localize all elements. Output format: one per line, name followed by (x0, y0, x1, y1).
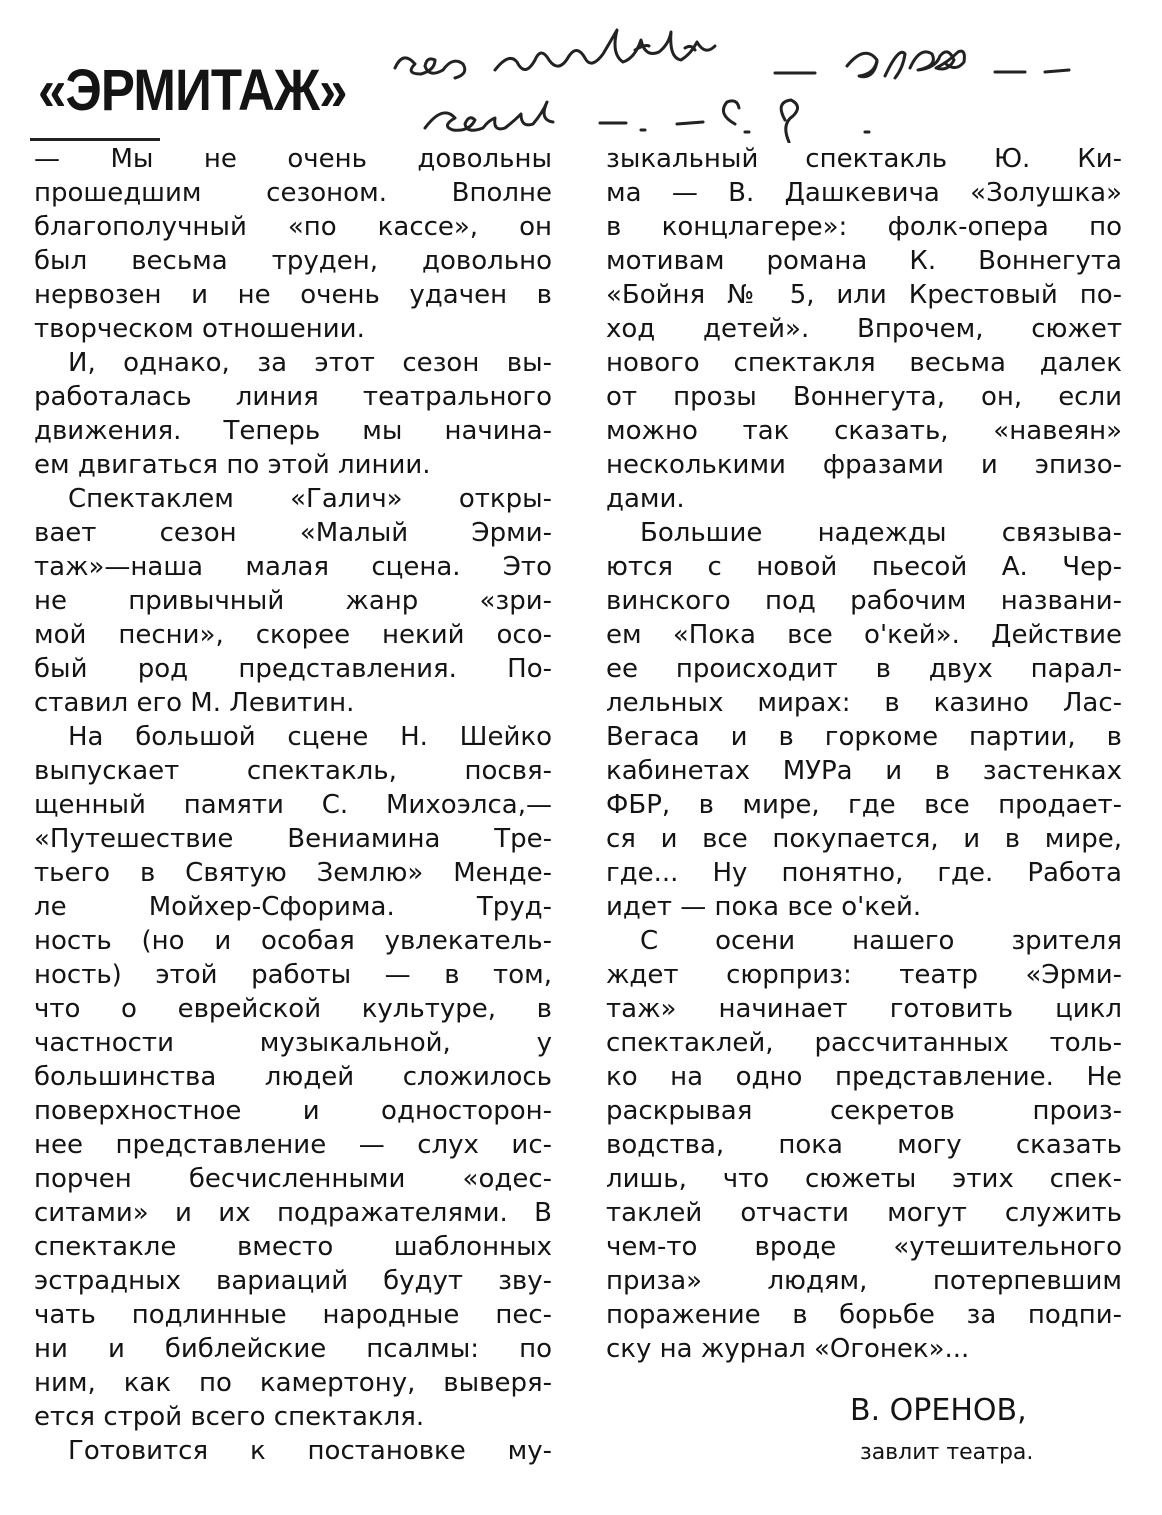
text-line: ни и библейские псалмы: по (34, 1334, 552, 1364)
text-line: порчен бесчисленными «одес- (34, 1164, 552, 1194)
article-headline: «ЭРМИТАЖ» (38, 58, 347, 123)
text-line: ставил его М. Левитин. (34, 688, 355, 718)
text-line: ко на одно представление. Не (606, 1062, 1122, 1092)
text-line: несколькими фразами и эпизо- (606, 450, 1122, 480)
handwritten-note (385, 28, 1105, 143)
text-line: водства, пока могу сказать (606, 1130, 1122, 1160)
text-line: мой песни», скорее некий осо- (34, 620, 552, 650)
text-line: приза» людям, потерпевшим (606, 1266, 1122, 1296)
text-line: эстрадных вариаций будут зву- (34, 1266, 552, 1296)
text-line: ность) этой работы — в том, (34, 960, 552, 990)
text-line: благополучный «по кассе», он (34, 212, 552, 242)
text-line: щенный памяти С. Михоэлса,— (34, 790, 552, 820)
text-line: Готовится к постановке му- (68, 1436, 552, 1466)
text-line: Вегаса и в горкоме партии, в (606, 722, 1122, 752)
text-line: зыкальный спектакль Ю. Ки- (606, 144, 1122, 174)
text-line: движения. Теперь мы начина- (34, 416, 552, 446)
text-line: идет — пока все о'кей. (606, 892, 922, 922)
text-line: На большой сцене Н. Шейко (68, 722, 552, 752)
text-line: ждет сюрприз: театр «Эрми- (606, 960, 1122, 990)
text-line: вает сезон «Малый Эрми- (34, 518, 552, 548)
text-line: ются с новой пьесой А. Чер- (606, 552, 1122, 582)
text-line: таклей отчасти могут служить (606, 1198, 1122, 1228)
text-line: не привычный жанр «зри- (34, 586, 552, 616)
text-line: ним, как по камертону, выверя- (34, 1368, 552, 1398)
author-position: завлит театра. (860, 1440, 1034, 1465)
text-line: чем-то вроде «утешительного (606, 1232, 1122, 1262)
text-line: чать подлинные народные пес- (34, 1300, 552, 1330)
text-line: дами. (606, 484, 685, 514)
text-line: лельных мирах: в казино Лас- (606, 688, 1122, 718)
handwritten-note-drawing (385, 28, 1105, 143)
text-line: ле Мойхер-Сфорима. Труд- (34, 892, 552, 922)
text-line: что о еврейской культуре, в (34, 994, 552, 1024)
text-line: бый род представления. По- (34, 654, 552, 684)
text-line: спектаклей, рассчитанных толь- (606, 1028, 1122, 1058)
text-line: ность (но и особая увлекатель- (34, 926, 552, 956)
text-line: мотивам романа К. Воннегута (606, 246, 1122, 276)
text-line: творческом отношении. (34, 314, 365, 344)
author-signature: В. ОРЕНОВ, (850, 1393, 1027, 1428)
text-line: ется строй всего спектакля. (34, 1402, 425, 1432)
text-line: таж»—наша малая сцена. Это (34, 552, 552, 582)
text-line: прошедшим сезоном. Вполне (34, 178, 552, 208)
text-line: «Бойня № 5, или Крестовый по- (606, 280, 1122, 310)
headline-rule (30, 138, 160, 141)
text-line: частности музыкальной, у (34, 1028, 552, 1058)
text-line: И, однако, за этот сезон вы- (68, 348, 552, 378)
text-line: ход детей». Впрочем, сюжет (606, 314, 1122, 344)
text-line: нового спектакля весьма далек (606, 348, 1122, 378)
text-line: ФБР, в мире, где все продает- (606, 790, 1122, 820)
text-line: кабинетах МУРа и в застенках (606, 756, 1122, 786)
text-line: работалась линия театрального (34, 382, 552, 412)
text-line: Спектаклем «Галич» откры- (68, 484, 552, 514)
article-column-right (606, 142, 1122, 1366)
text-line: большинства людей сложилось (34, 1062, 552, 1092)
text-line: в концлагере»: фолк-опера по (606, 212, 1122, 242)
text-line: ся и все покупается, и в мире, (606, 824, 1122, 854)
text-line: был весьма труден, довольно (34, 246, 552, 276)
text-line: нервозен и не очень удачен в (34, 280, 552, 310)
text-line: где... Ну понятно, где. Работа (606, 858, 1122, 888)
text-line: тьего в Святую Землю» Менде- (34, 858, 552, 888)
text-line: Большие надежды связыва- (640, 518, 1122, 548)
text-line: нее представление — слух ис- (34, 1130, 552, 1160)
text-line: ее происходит в двух парал- (606, 654, 1122, 684)
text-line: «Путешествие Вениамина Тре- (34, 824, 552, 854)
text-line: ем двигаться по этой линии. (34, 450, 431, 480)
text-line: поражение в борьбе за подпи- (606, 1300, 1122, 1330)
text-line: выпускает спектакль, посвя- (34, 756, 552, 786)
text-line: ситами» и их подражателями. В (34, 1198, 552, 1228)
text-line: можно так сказать, «навеян» (606, 416, 1122, 446)
article-column-left (34, 142, 552, 1468)
text-line: спектакле вместо шаблонных (34, 1232, 552, 1262)
text-line: С осени нашего зрителя (640, 926, 1122, 956)
text-line: от прозы Воннегута, он, если (606, 382, 1122, 412)
text-line: раскрывая секретов произ- (606, 1096, 1122, 1126)
text-line: ем «Пока все о'кей». Действие (606, 620, 1122, 650)
text-line: поверхностное и односторон- (34, 1096, 552, 1126)
text-line: — Мы не очень довольны (34, 144, 552, 174)
text-line: лишь, что сюжеты этих спек- (606, 1164, 1122, 1194)
text-line: ску на журнал «Огонек»... (606, 1334, 970, 1364)
text-line: ма — В. Дашкевича «Золушка» (606, 178, 1122, 208)
text-line: таж» начинает готовить цикл (606, 994, 1122, 1024)
text-line: винского под рабочим названи- (606, 586, 1122, 616)
